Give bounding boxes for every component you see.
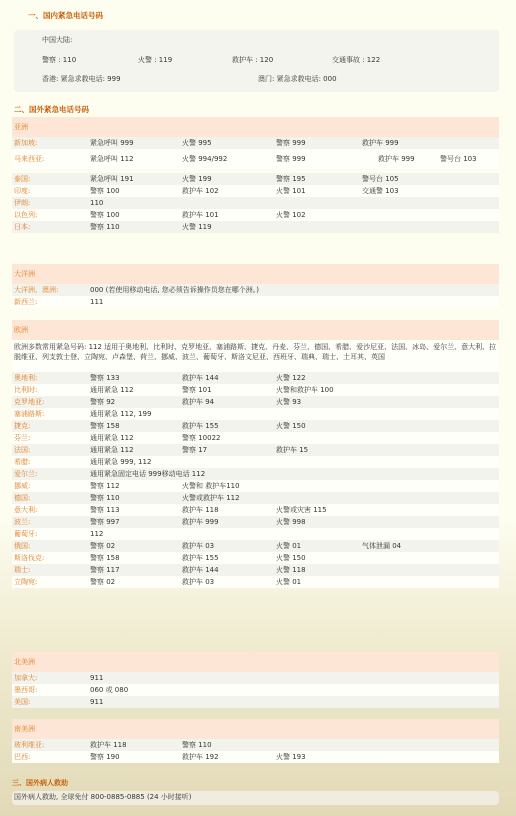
country-label: 墨西哥: [14,686,38,694]
table-cell: 火警或救护车 112 [182,494,240,502]
table-cell: 警号台 103 [440,155,477,163]
table-cell: 911 [90,698,104,706]
table-row [12,444,499,456]
hongkong-number: 香港: 紧急求救电话: 999 [42,75,121,83]
fire-number: 火警 : 119 [138,56,173,64]
table-row [12,672,499,684]
table-cell: 警察 997 [90,518,120,526]
table-cell: 火警 998 [276,518,306,526]
south-america-section [12,719,499,763]
table-cell: 警察 92 [90,398,116,406]
table-cell: 救护车 155 [182,422,219,430]
table-cell: 火警 199 [182,175,212,183]
table-row [12,751,499,763]
table-cell: 警察 117 [90,566,120,574]
country-label: 玻利维亚: [14,741,45,749]
oceania-section [12,264,499,308]
country-label: 新西兰: [14,298,38,306]
table-cell: 通用紧急 112, 199 [90,410,152,418]
table-cell: 警察 190 [90,753,120,761]
table-row [12,408,499,420]
traffic-number: 交通事故 : 122 [332,56,381,64]
table-cell: 警察 110 [90,223,120,231]
table-row [12,696,499,708]
table-cell: 警察 02 [90,578,116,586]
table-cell: 火警 01 [276,542,302,550]
table-cell: 通用紧急 112 [90,434,134,442]
country-label: 德国: [14,494,31,502]
table-row [12,209,499,221]
table-cell: 救护车 192 [182,753,219,761]
table-cell: 火警 150 [276,554,306,562]
country-label: 美国: [14,698,31,706]
country-label: 比利时: [14,386,38,394]
table-cell: 警察 113 [90,506,120,514]
table-cell: 警察 17 [182,446,208,454]
table-cell: 110 [90,199,104,207]
europe-header: 欧洲 [12,320,499,340]
table-cell: 火警 150 [276,422,306,430]
table-cell: 警察 10022 [182,434,221,442]
table-cell: 911 [90,674,104,682]
table-row [12,173,499,185]
country-label: 泰国: [14,175,31,183]
table-row [12,185,499,197]
country-label: 芬兰: [14,434,31,442]
asia-header: 亚洲 [12,117,499,137]
table-cell: 警察 100 [90,211,120,219]
table-cell: 火警 118 [276,566,306,574]
table-cell: 救护车 03 [182,542,215,550]
country-label: 挪威: [14,482,31,490]
table-row [12,372,499,384]
table-row [12,540,499,552]
country-label: 克罗地亚: [14,398,45,406]
table-cell: 火警 994/992 [182,155,228,163]
table-cell: 警察 101 [182,386,212,394]
table-cell: 救护车 102 [182,187,219,195]
table-cell: 救护车 144 [182,374,219,382]
country-label: 大洋洲、澳洲: [14,286,59,294]
table-cell: 救护车 999 [362,139,399,147]
table-row [12,492,499,504]
table-cell: 通用紧急 112 [90,446,134,454]
table-row [12,564,499,576]
country-label: 捷克: [14,422,31,430]
table-cell: 紧急呼叫 999 [90,139,134,147]
table-cell: 紧急呼叫 191 [90,175,134,183]
domestic-box [14,30,499,92]
europe-intro-text: 欧洲多数常用紧急号码: 112 适用于奥地利、比利时、克罗地亚、塞浦路斯、捷克、丹麦、芬兰、德国、希腊、爱沙尼亚、法国、冰岛、爱尔兰、意大利、拉脱维亚、列支敦士登、立陶宛、卢森堡、荷兰、挪威、波兰、葡萄牙、斯洛文尼亚、西班牙、瑞典、瑞士、土耳其、英国 [14,343,497,361]
table-row [12,432,499,444]
table-cell: 火警 995 [182,139,212,147]
table-row [12,504,499,516]
police-number: 警察 : 110 [42,56,77,64]
table-row [12,516,499,528]
table-cell: 111 [90,298,104,306]
oceania-header: 大洋洲 [12,264,499,284]
country-label: 新加坡: [14,139,38,147]
table-cell: 救护车 144 [182,566,219,574]
country-label: 塞浦路斯: [14,410,45,418]
country-label: 伊朗: [14,199,31,207]
table-cell: 警察 100 [90,187,120,195]
table-cell: 火警和救护车 100 [276,386,334,394]
country-label: 爱尔兰: [14,470,38,478]
table-cell: 通用紧急固定电话 999移动电话 112 [90,470,206,478]
south-america-header: 南美洲 [12,719,499,739]
country-label: 奥地利: [14,374,38,382]
country-label: 瑞士: [14,566,31,574]
table-row [12,468,499,480]
country-label: 巴西: [14,753,31,761]
country-label: 波兰: [14,518,31,526]
table-cell: 火警 119 [182,223,212,231]
table-cell: 救护车 999 [378,155,415,163]
table-row [12,197,499,209]
country-label: 以色列: [14,211,38,219]
section2-title: 二、国外紧急电话号码 [14,105,89,114]
ambulance-number: 救护车 : 120 [232,56,274,64]
country-label: 加拿大: [14,674,38,682]
table-cell: 气体泄漏 04 [362,542,402,550]
north-america-header: 北美洲 [12,652,499,672]
table-row [12,576,499,588]
table-row [12,480,499,492]
table-cell: 救护车 118 [182,506,219,514]
table-cell: 警号台 105 [362,175,399,183]
country-label: 意大利: [14,506,38,514]
country-label: 日本: [14,223,31,231]
table-cell: 警察 999 [276,139,306,147]
table-cell: 警察 999 [276,155,306,163]
table-cell: 救护车 118 [90,741,127,749]
table-cell: 火警 122 [276,374,306,382]
table-cell: 通用紧急 999, 112 [90,458,152,466]
country-label: 希腊: [14,458,31,466]
country-label: 印度: [14,187,31,195]
table-row [12,528,499,540]
table-cell: 火警和 救护车110 [182,482,240,490]
table-row [12,456,499,468]
table-cell: 紧急呼叫 112 [90,155,134,163]
table-cell: 000 (若使用移动电话, 您必须告诉操作员您在哪个洲。) [90,286,259,294]
overseas-assist-text: 国外病人救助, 全球免付 800-0885-0885 (24 小时接听) [14,793,192,801]
table-row [12,420,499,432]
country-label: 立陶宛: [14,578,38,586]
table-row [12,284,499,296]
country-label: 葡萄牙: [14,530,38,538]
europe-intro [12,340,499,372]
table-cell: 警察 02 [90,542,116,550]
mainland-label: 中国大陆: [42,36,73,44]
table-cell: 警察 110 [90,494,120,502]
table-row [12,396,499,408]
table-cell: 警察 158 [90,554,120,562]
country-label: 法国: [14,446,31,454]
table-row [12,384,499,396]
table-cell: 警察 133 [90,374,120,382]
table-cell: 交通警 103 [362,187,399,195]
table-cell: 火警 01 [276,578,302,586]
table-cell: 救护车 155 [182,554,219,562]
table-row [12,149,499,169]
table-cell: 警察 195 [276,175,306,183]
table-cell: 救护车 03 [182,578,215,586]
table-cell: 火警 102 [276,211,306,219]
table-cell: 救护车 101 [182,211,219,219]
table-cell: 救护车 94 [182,398,215,406]
table-cell: 060 或 080 [90,686,129,694]
table-row [12,221,499,233]
table-cell: 火警 101 [276,187,306,195]
north-america-section [12,652,499,708]
table-cell: 救护车 999 [182,518,219,526]
overseas-assist-box [12,791,499,805]
table-cell: 警察 158 [90,422,120,430]
europe-section [12,320,499,588]
country-label: 斯洛伐克: [14,554,45,562]
section1-title: 一、国内紧急电话号码 [28,11,103,20]
table-row [12,684,499,696]
table-cell: 通用紧急 112 [90,386,134,394]
table-row [12,137,499,149]
country-label: 俄国: [14,542,31,550]
table-cell: 火警或灾害 115 [276,506,327,514]
table-cell: 火警 193 [276,753,306,761]
table-row [12,739,499,751]
macau-number: 澳门: 紧急求救电话: 000 [258,75,337,83]
section3-title: 三、国外病人救助 [12,779,68,787]
table-cell: 警察 112 [90,482,120,490]
table-cell: 警察 110 [182,741,212,749]
table-row [12,552,499,564]
asia-section [12,117,499,233]
table-cell: 救护车 15 [276,446,309,454]
table-cell: 112 [90,530,104,538]
country-label: 马来西亚: [14,155,45,163]
table-row [12,296,499,308]
table-cell: 火警 93 [276,398,302,406]
